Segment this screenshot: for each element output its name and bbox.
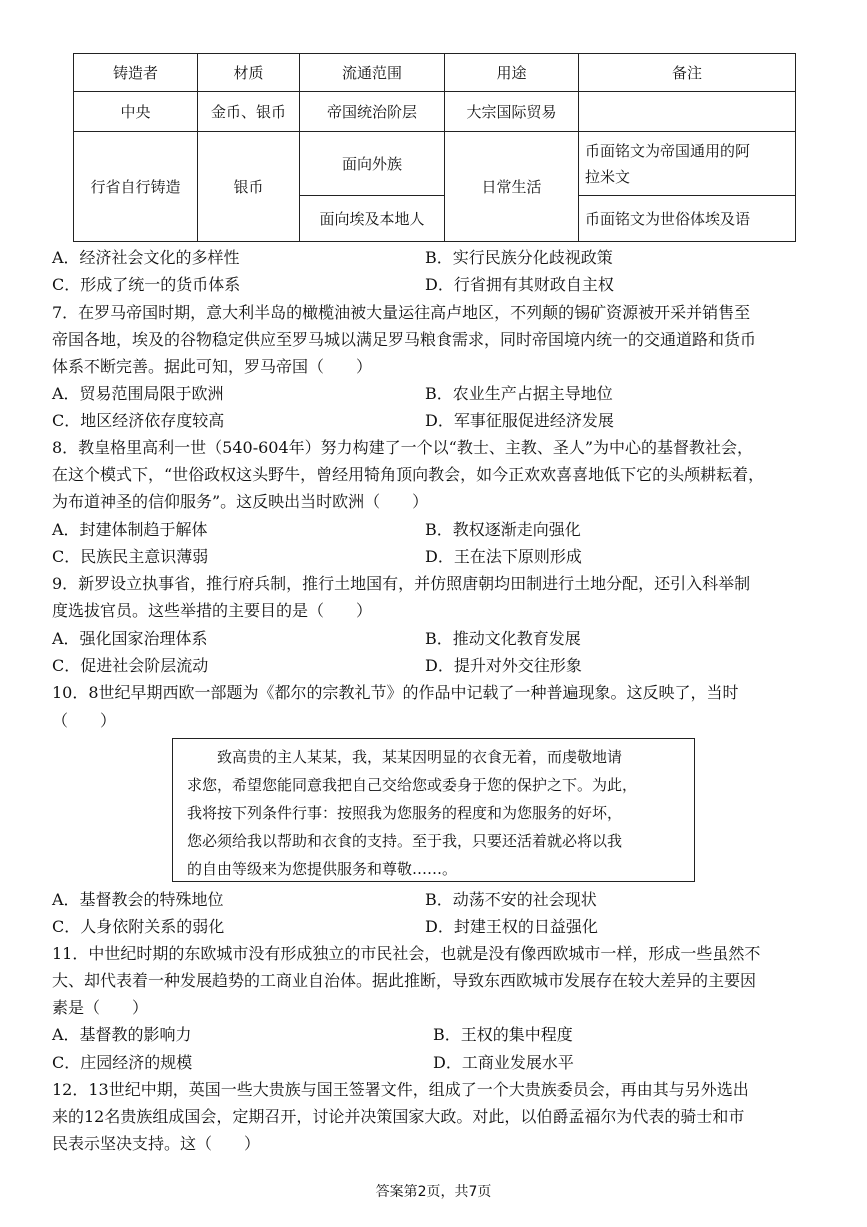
- table-cell: 日常生活: [445, 132, 579, 242]
- table-header-cell: 流通范围: [300, 54, 445, 92]
- q10-option-a: A．基督教会的特殊地位: [52, 890, 224, 909]
- q9-option-a: A．强化国家治理体系: [52, 629, 208, 648]
- q11-option-a: A．基督教的影响力: [52, 1025, 192, 1044]
- q9-option-d: D．提升对外交往形象: [425, 656, 582, 675]
- q8-stem-line: 为布道神圣的信仰服务”。这反映出当时欧洲（ ）: [52, 492, 429, 511]
- q7-option-b: B．农业生产占据主导地位: [425, 384, 613, 403]
- table-cell-line: 拉米文: [585, 167, 631, 186]
- q7-option-a: A．贸易范围局限于欧洲: [52, 384, 224, 403]
- q7-option-c: C．地区经济依存度较高: [52, 411, 225, 430]
- table-header-cell: 备注: [579, 54, 796, 92]
- table-cell: 中央: [74, 92, 198, 132]
- q9-stem-line: 9．新罗设立执事省，推行府兵制，推行土地国有，并仿照唐朝均田制进行土地分配，还引入科举制: [52, 574, 751, 593]
- table-cell: 币面铭文为世俗体埃及语: [579, 196, 796, 242]
- table-cell: 金币、银币: [198, 92, 300, 132]
- q7-option-d: D．军事征服促进经济发展: [425, 411, 614, 430]
- q8-option-b: B．教权逐渐走向强化: [425, 520, 581, 539]
- q11-option-b: B．王权的集中程度: [433, 1025, 573, 1044]
- q9-option-b: B．推动文化教育发展: [425, 629, 581, 648]
- q7-stem-line: 7．在罗马帝国时期，意大利半岛的橄榄油被大量运往高卢地区，不列颠的锡矿资源被开采并销售至: [52, 303, 751, 322]
- q12-stem-line: 民表示坚决支持。这（ ）: [52, 1134, 261, 1153]
- q12-stem-line: 来的12名贵族组成国会，定期召开，讨论并决策国家大政。对此，以伯爵孟福尔为代表的骑士和市: [52, 1107, 745, 1126]
- table-row: [74, 92, 796, 132]
- coin-table: [73, 53, 796, 242]
- table-cell: [579, 132, 796, 196]
- q6-option-a: A．经济社会文化的多样性: [52, 248, 240, 267]
- table-header-cell: 铸造者: [74, 54, 198, 92]
- q11-stem-line: 素是（ ）: [52, 998, 149, 1017]
- q7-stem-line: 体系不断完善。据此可知，罗马帝国（ ）: [52, 357, 373, 376]
- table-header-cell: 用途: [445, 54, 579, 92]
- q8-option-c: C．民族民主意识薄弱: [52, 547, 209, 566]
- q10-stem-line: （ ）: [52, 711, 117, 730]
- table-header-cell: 材质: [198, 54, 300, 92]
- quote-line: 求您，希望您能同意我把自己交给您或委身于您的保护之下。为此，: [187, 776, 638, 794]
- table-cell: 面向埃及本地人: [300, 196, 445, 242]
- q10-stem-line: 10．8世纪早期西欧一部题为《都尔的宗教礼节》的作品中记载了一种普遍现象。这反映了，当时: [52, 683, 739, 702]
- q11-option-c: C．庄园经济的规模: [52, 1053, 193, 1072]
- page-footer: 答案第2页，共7页: [375, 1184, 492, 1200]
- q8-stem-line: 8．教皇格里高利一世（540-604年）努力构建了一个以“教士、主教、圣人”为中心的基督教社会，: [52, 438, 754, 457]
- table-cell: 大宗国际贸易: [445, 92, 579, 132]
- table-cell: 银币: [198, 132, 300, 242]
- q11-stem-line: 大、却代表着一种发展趋势的工商业自治体。据此推断，导致东西欧城市发展存在较大差异的主要因: [52, 971, 757, 990]
- q12-stem-line: 12．13世纪中期，英国一些大贵族与国王签署文件，组成了一个大贵族委员会，再由其与另外选出: [52, 1080, 749, 1099]
- table-row: [74, 132, 796, 196]
- q10-quote-box: [172, 738, 695, 882]
- table-cell: [579, 92, 796, 132]
- q9-stem-line: 度选拔官员。这些举措的主要目的是（ ）: [52, 601, 373, 620]
- q6-option-b: B．实行民族分化歧视政策: [425, 248, 613, 267]
- table-cell-line: 币面铭文为帝国通用的阿: [585, 141, 751, 160]
- q8-option-a: A．封建体制趋于解体: [52, 520, 208, 539]
- table-header-row: [74, 54, 796, 92]
- q9-option-c: C．促进社会阶层流动: [52, 656, 209, 675]
- q6-option-d: D．行省拥有其财政自主权: [425, 275, 614, 294]
- table-cell: 行省自行铸造: [74, 132, 198, 242]
- table-cell: 面向外族: [300, 132, 445, 196]
- quote-line: 您必须给我以帮助和衣食的支持。至于我，只要还活着就必将以我: [187, 832, 623, 850]
- q6-option-c: C．形成了统一的货币体系: [52, 275, 241, 294]
- q10-option-b: B．动荡不安的社会现状: [425, 890, 597, 909]
- quote-line: 致高贵的主人某某，我，某某因明显的衣食无着，而虔敬地请: [187, 748, 623, 766]
- quote-line: 的自由等级来为您提供服务和尊敬……。: [187, 860, 458, 878]
- q11-option-d: D．工商业发展水平: [433, 1053, 574, 1072]
- q11-stem-line: 11．中世纪时期的东欧城市没有形成独立的市民社会，也就是没有像西欧城市一样，形成一些虽然不: [52, 944, 761, 963]
- q10-option-c: C．人身依附关系的弱化: [52, 917, 225, 936]
- q10-option-d: D．封建王权的日益强化: [425, 917, 598, 936]
- table-cell: 帝国统治阶层: [300, 92, 445, 132]
- quote-line: 我将按下列条件行事：按照我为您服务的程度和为您服务的好坏，: [187, 804, 623, 822]
- q8-stem-line: 在这个模式下，“世俗政权这头野牛，曾经用犄角顶向教会，如今正欢欢喜喜地低下它的头颅耕耘着，: [52, 465, 765, 484]
- q8-option-d: D．王在法下原则形成: [425, 547, 582, 566]
- q7-stem-line: 帝国各地，埃及的谷物稳定供应至罗马城以满足罗马粮食需求，同时帝国境内统一的交通道路和货币: [52, 330, 757, 349]
